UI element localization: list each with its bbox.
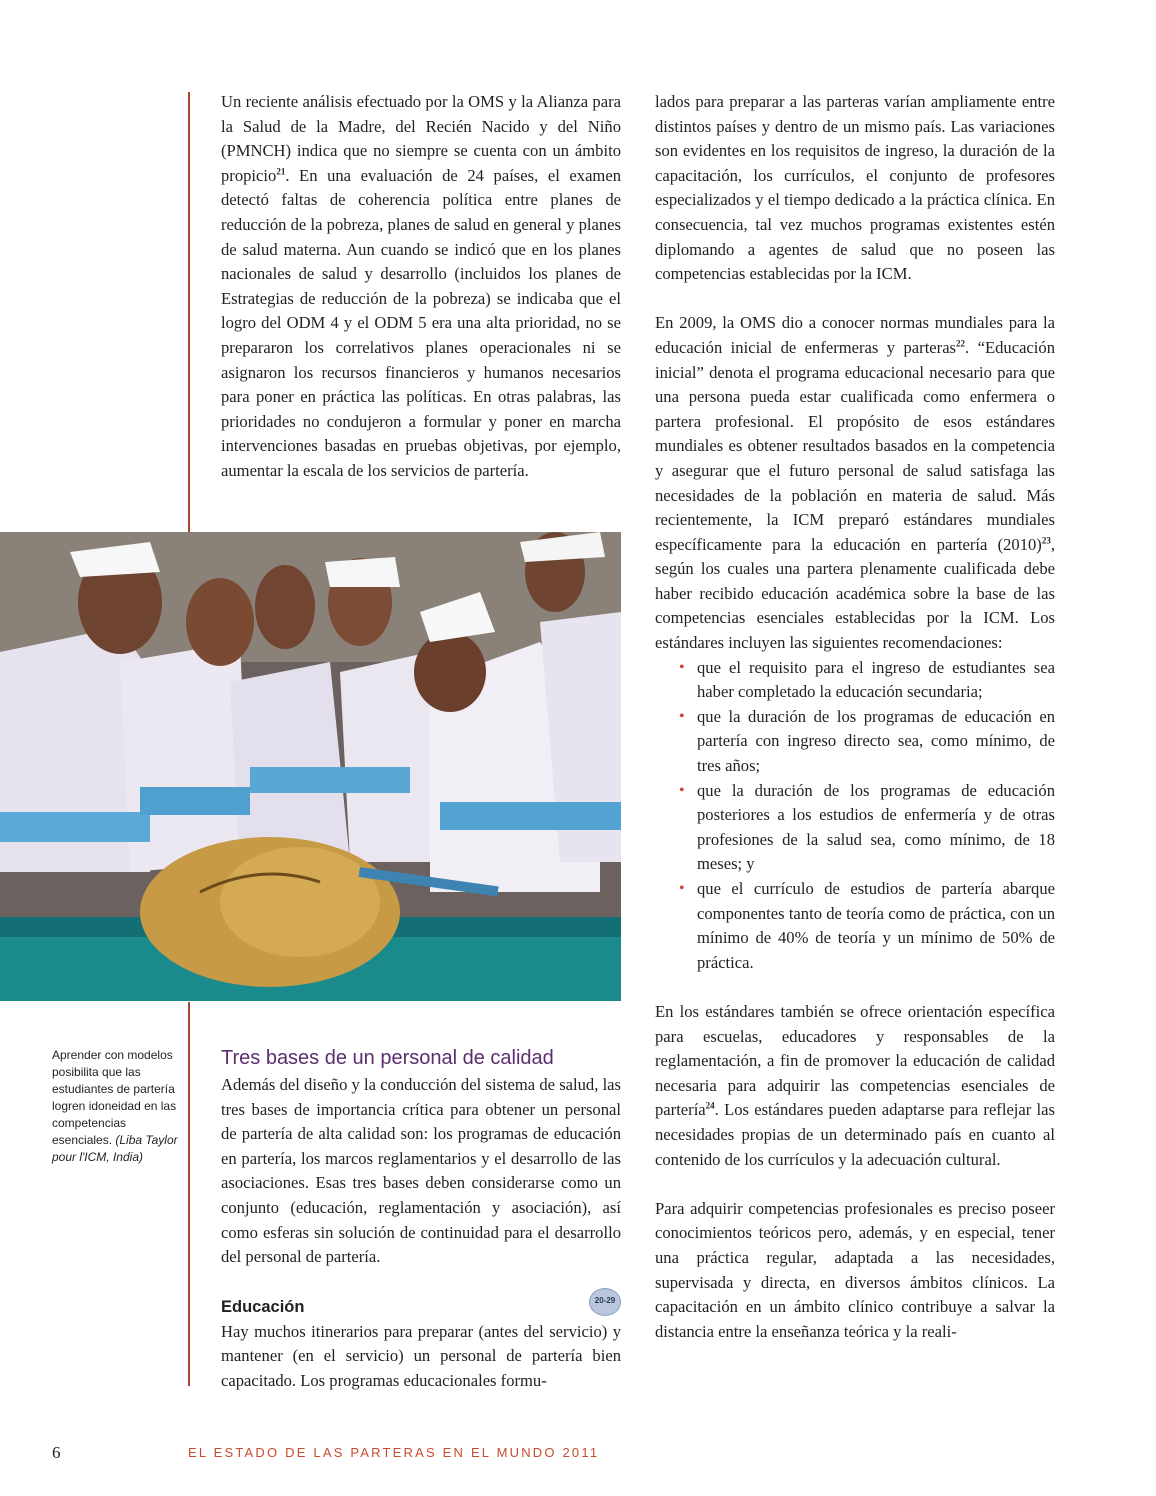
footnote-ref[interactable]: 21 <box>276 166 286 177</box>
section-heading: Tres bases de un personal de calidad <box>221 1047 554 1069</box>
subheading-row <box>221 1294 621 1320</box>
column-rule-bottom <box>188 1002 190 1386</box>
column-rule-top <box>188 92 190 532</box>
list-item: • que el requisito para el ingreso de estudiantes sea haber completado la educación secundaria; <box>679 657 1055 702</box>
left-column-top-text <box>221 90 621 484</box>
footnote-ref[interactable]: 22 <box>956 338 966 349</box>
bullet-icon: • <box>679 658 685 676</box>
recommendations-list <box>655 656 1055 976</box>
paragraph: Para adquirir competencias profesionales es preciso poseer conocimientos teóricos pero, además, y en especial, tener una práctica regular, adaptada a las necesidades, supervisada y directa, en diversos ámbitos clínicos. La capacitación en un ámbito clínico contribuye a salvar la distancia entre la enseñanza teórica y la reali- <box>655 1198 1055 1341</box>
photo-credit: (Liba Taylor pour l'ICM, India) <box>52 1133 178 1164</box>
bullet-icon: • <box>679 880 685 897</box>
running-head: EL ESTADO DE LAS PARTERAS EN EL MUNDO 2011 <box>188 1445 600 1460</box>
nursing-students-photo <box>0 532 621 1001</box>
reference-badge[interactable]: 20-29 <box>589 1288 621 1316</box>
paragraph: lados para preparar a las parteras varían ampliamente entre distintos países y dentro de un mismo país. Las variaciones son evidentes en los requisitos de ingreso, la duración de la capacitación, los currículos, el conjunto de profesores especializados y el tiempo dedicado a la práctica clínica. En consecuencia, tal vez muchos programas existentes estén diplomando a agentes de salud que no poseen las competencias establecidas por la ICM. <box>655 92 1055 284</box>
paragraph: Hay muchos itinerarios para preparar (antes del servicio) y mantener (en el servicio) un personal de partería bien capacitado. Los programas educacionales formu- <box>221 1321 621 1390</box>
list-item: • que la duración de los programas de educación posteriores a los estudios de enfermería y de otras profesiones de la salud sea, como mínimo, de 18 meses; y <box>679 780 1055 874</box>
subheading: Educación <box>221 1297 305 1316</box>
list-item: • que el currículo de estudios de partería abarque componentes tanto de teoría como de práctica, con un mínimo de 40% de teoría y un mínimo de 50% de práctica. <box>679 879 1055 972</box>
bullet-icon: • <box>679 781 685 799</box>
paragraph: En los estándares también se ofrece orientación específica para escuelas, educadores y responsables de la reglamentación, a fin de promover la educación de calidad necesaria para adquirir las competencias esenciales de partería$^{24}$. Los estándares pueden adaptarse para reflejar las necesidades propias de un determinado país en cuanto al contenido de los currículos y la adecuación cultural. <box>655 1001 1055 1169</box>
bullet-icon: • <box>679 707 685 725</box>
list-item: • que la duración de los programas de educación en partería con ingreso directo sea, como mínimo, de tres años; <box>679 706 1055 776</box>
paragraph: En 2009, la OMS dio a conocer normas mundiales para la educación inicial de enfermeras y parteras$^{22}$. “Educación inicial” denota el programa educacional necesario para que una persona pueda estar cualificada como enfermera o partera profesional. El propósito de esos estándares mundiales es obtener resultados basados en la competencia y asegurar que el futuro personal de salud satisfaga las necesidades de la población en materia de salud. Más recientemente, la ICM preparó estándares mundiales específicamente para la educación en partería $(2010)^{23}$, según los cuales una partera plenamente cualificada debe haber recibido educación académica sobre la base de las competencias esenciales establecidas por la ICM. Los estándares incluyen las siguientes recomendaciones: <box>655 313 1055 653</box>
paragraph: Un reciente análisis efectuado por la OMS y la Alianza para la Salud de la Madre, del Recién Nacido y del Niño (PMNCH) indica que no siempre se cuenta con un ámbito propicio$^{21}$. En una evaluación de 24 países, el examen detectó faltas de coherencia política entre planes de reducción de la pobreza, planes de salud en general y planes de salud materna. Aun cuando se indicó que en los planes nacionales de salud y desarrollo (incluidos los planes de Estrategias de reducción de la pobreza) se indicaba que el logro del ODM 4 y el ODM 5 era una alta prioridad, no se prepararon los correlativos planes operacionales ni se asignaron los recursos financieros y humanos necesarios para poner en práctica las políticas. En otras palabras, las prioridades no condujeron a formular y poner en marcha intervenciones basadas en pruebas objetivas, por ejemplo, aumentar la escala de los servicios de partería. <box>221 92 621 480</box>
right-column-text <box>655 90 1055 1344</box>
paragraph: Además del diseño y la conducción del sistema de salud, las tres bases de importancia crítica para obtener un personal de partería de alta calidad son: los programas de educación en partería, los marcos reglamentarios y el desarrollo de las asociaciones. Esas tres bases deben considerarse como un conjunto (educación, reglamentación y asociación), así como esferas sin solución de continuidad para el desarrollo del personal de partería. <box>221 1075 621 1267</box>
photo-caption: Aprender con modelos posibilita que las estudiantes de partería logren idoneidad en las competencias esenciales. (Liba Taylor pour l'ICM, India) <box>52 1048 178 1164</box>
footnote-ref[interactable]: 23 <box>1041 535 1051 546</box>
left-column-bottom-text <box>221 1043 621 1394</box>
footnote-ref[interactable]: 24 <box>705 1100 715 1111</box>
page-number: 6 <box>52 1443 61 1462</box>
